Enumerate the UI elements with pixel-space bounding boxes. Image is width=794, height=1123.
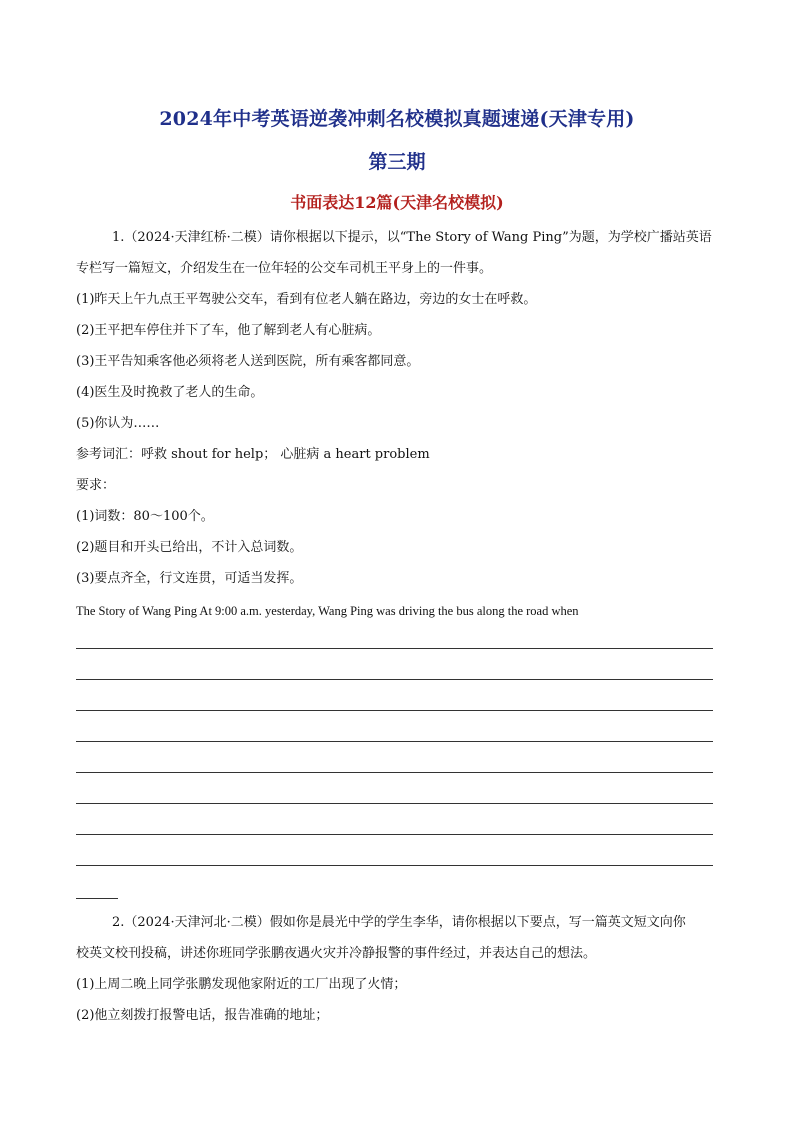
writing-line[interactable] bbox=[76, 710, 713, 711]
section-heading: 书面表达12篇(天津名校模拟) bbox=[290, 193, 504, 212]
q1-requirement-1: (1)词数：80～100个。 bbox=[76, 509, 214, 524]
q1-point-4: (4)医生及时挽救了老人的生命。 bbox=[76, 385, 264, 400]
q2-point-2: (2)他立刻拨打报警电话，报告准确的地址； bbox=[76, 1008, 329, 1023]
q1-starter-sentence: The Story of Wang Ping At 9:00 a.m. yesterday, Wang Ping was driving the bus along the road when bbox=[76, 604, 579, 618]
writing-line[interactable] bbox=[76, 865, 713, 866]
writing-line[interactable] bbox=[76, 834, 713, 835]
q1-intro-line-2: 专栏写一篇短文，介绍发生在一位年轻的公交车司机王平身上的一件事。 bbox=[76, 261, 493, 276]
q1-requirement-3: (3)要点齐全，行文连贯，可适当发挥。 bbox=[76, 571, 303, 586]
q2-intro-line-2: 校英文校刊投稿，讲述你班同学张鹏夜遇火灾并冷静报警的事件经过，并表达自己的想法。 bbox=[76, 946, 597, 961]
q1-point-5: (5)你认为…… bbox=[76, 416, 160, 431]
document-title: 2024年中考英语逆袭冲刺名校模拟真题速递(天津专用) bbox=[159, 108, 635, 130]
writing-line[interactable] bbox=[76, 803, 713, 804]
q1-point-1: (1)昨天上午九点王平驾驶公交车，看到有位老人躺在路边，旁边的女士在呼救。 bbox=[76, 292, 537, 307]
q1-intro-line-1: 1.（2024·天津红桥·二模）请你根据以下提示，以“The Story of Wang Ping”为题，为学校广播站英语 bbox=[112, 230, 712, 245]
writing-line-end[interactable] bbox=[76, 898, 118, 899]
q2-intro-line-1: 2.（2024·天津河北·二模）假如你是晨光中学的学生李华，请你根据以下要点，写一篇英文短文向你 bbox=[112, 915, 686, 930]
q1-point-3: (3)王平告知乘客他必须将老人送到医院，所有乘客都同意。 bbox=[76, 354, 420, 369]
q1-point-2: (2)王平把车停住并下了车，他了解到老人有心脏病。 bbox=[76, 323, 381, 338]
q2-point-1: (1)上周二晚上同学张鹏发现他家附近的工厂出现了火情； bbox=[76, 977, 407, 992]
q1-vocab: 参考词汇：呼救 shout for help； 心脏病 a heart problem bbox=[76, 447, 430, 462]
q1-requirements-label: 要求： bbox=[76, 478, 116, 493]
writing-line[interactable] bbox=[76, 741, 713, 742]
writing-line[interactable] bbox=[76, 648, 713, 649]
issue-label: 第三期 bbox=[368, 151, 426, 173]
writing-line[interactable] bbox=[76, 772, 713, 773]
q1-requirement-2: (2)题目和开头已给出，不计入总词数。 bbox=[76, 540, 303, 555]
writing-line[interactable] bbox=[76, 679, 713, 680]
